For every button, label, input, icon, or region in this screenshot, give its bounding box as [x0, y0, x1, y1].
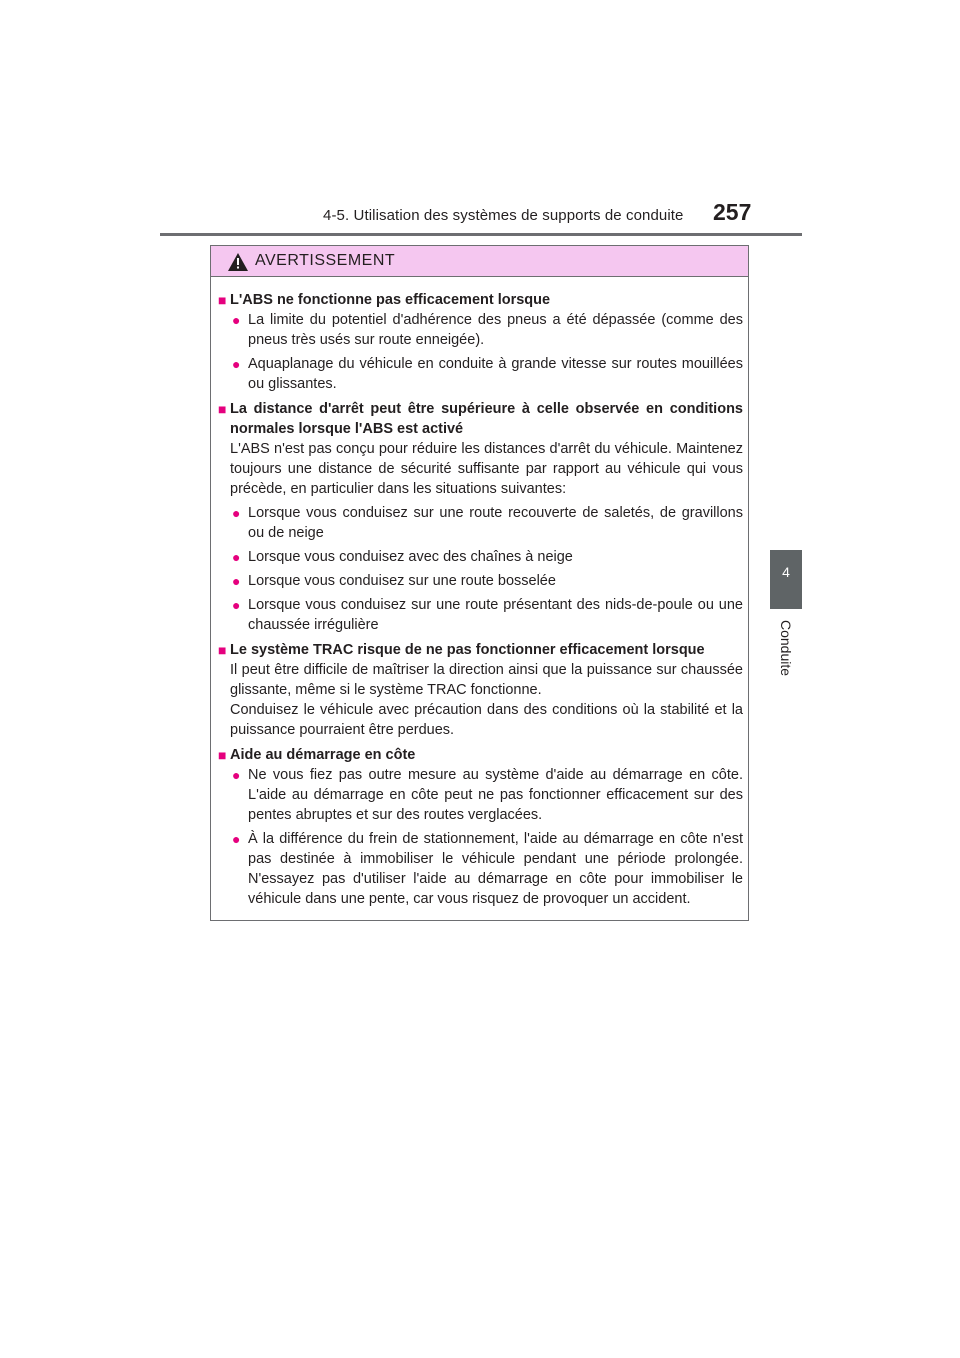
- page-number: 257: [713, 199, 752, 225]
- list-item: [232, 765, 743, 825]
- bullet-icon: ●: [232, 356, 241, 372]
- list-item-text: Lorsque vous conduisez avec des chaînes à neige: [248, 549, 573, 565]
- bullet-icon: ●: [232, 505, 241, 521]
- section-marker-icon: ■: [218, 747, 227, 763]
- warning-section: [218, 290, 743, 394]
- section-title: [218, 399, 743, 439]
- section-marker-icon: ■: [218, 642, 227, 658]
- section-title-text: Aide au démarrage en côte: [230, 747, 416, 763]
- warning-box: [210, 245, 749, 921]
- section-title: [218, 290, 743, 310]
- section-paragraph: L'ABS n'est pas conçu pour réduire les distances d'arrêt du véhicule. Maintenez toujours une distance de sécurité suffisante par rapport au véhicule qui vous précède, en particulier dans les situations suivantes:: [230, 441, 743, 497]
- bullet-icon: ●: [232, 831, 241, 847]
- paragraph-line: Conduisez le véhicule avec précaution dans des conditions où la stabilité et la puissance pourraient être perdues.: [230, 702, 743, 738]
- list-item: [232, 547, 743, 567]
- warning-title: AVERTISSEMENT: [255, 252, 396, 269]
- bullet-icon: ●: [232, 573, 241, 589]
- warning-content: [211, 277, 748, 909]
- section-title-text: La distance d'arrêt peut être supérieure à celle observée en conditions normales lorsque l'ABS est activé: [230, 401, 743, 437]
- header-rule: [160, 233, 802, 236]
- warning-section: [218, 745, 743, 909]
- bullet-icon: ●: [232, 312, 241, 328]
- section-title-text: L'ABS ne fonctionne pas efficacement lorsque: [230, 292, 551, 308]
- paragraph-line: Il peut être difficile de maîtriser la direction ainsi que la puissance sur chaussée glissante, même si le système TRAC fonctionne.: [230, 662, 743, 698]
- warning-section: [218, 640, 743, 740]
- list-item: [232, 571, 743, 591]
- section-title: [218, 745, 743, 765]
- warning-section: [218, 399, 743, 635]
- header-title: 4-5. Utilisation des systèmes de supports de conduite: [323, 207, 684, 224]
- warning-header: [211, 246, 748, 277]
- list-item: [232, 503, 743, 543]
- chapter-label: Conduite: [778, 620, 794, 677]
- section-marker-icon: ■: [218, 401, 227, 417]
- bullet-icon: ●: [232, 597, 241, 613]
- list-item: [232, 354, 743, 394]
- warning-triangle-icon: [228, 253, 248, 271]
- list-item-text: Ne vous fiez pas outre mesure au système d'aide au démarrage en côte. L'aide au démarrage en côte peut ne pas fonctionner efficacement sur des pentes abruptes et sur des routes verglacées.: [248, 767, 743, 823]
- section-marker-icon: ■: [218, 292, 227, 308]
- list-item-text: Lorsque vous conduisez sur une route recouverte de saletés, de gravillons ou de neige: [248, 505, 743, 541]
- section-title: [218, 640, 743, 660]
- bullet-icon: ●: [232, 767, 241, 783]
- section-title-text: Le système TRAC risque de ne pas fonctionner efficacement lorsque: [230, 642, 705, 658]
- list-item-text: Lorsque vous conduisez sur une route présentant des nids-de-poule ou une chaussée irrégulière: [248, 597, 743, 633]
- section-paragraph: [230, 660, 743, 740]
- list-item-text: Aquaplanage du véhicule en conduite à grande vitesse sur routes mouillées ou glissantes.: [248, 356, 743, 392]
- list-item-text: La limite du potentiel d'adhérence des pneus a été dépassée (comme des pneus très usés sur route enneigée).: [248, 312, 743, 348]
- list-item: [232, 310, 743, 350]
- chapter-tab: 4: [770, 550, 802, 609]
- list-item: [232, 829, 743, 909]
- bullet-icon: ●: [232, 549, 241, 565]
- list-item: [232, 595, 743, 635]
- list-item-text: Lorsque vous conduisez sur une route bosselée: [248, 573, 556, 589]
- list-item-text: À la différence du frein de stationnement, l'aide au démarrage en côte n'est pas destinée à immobiliser le véhicule pendant une période prolongée. N'essayez pas d'utiliser l'aide au démarrage en côte pour immobiliser le véhicule dans une pente, car vous risquez de provoquer un accident.: [248, 831, 743, 907]
